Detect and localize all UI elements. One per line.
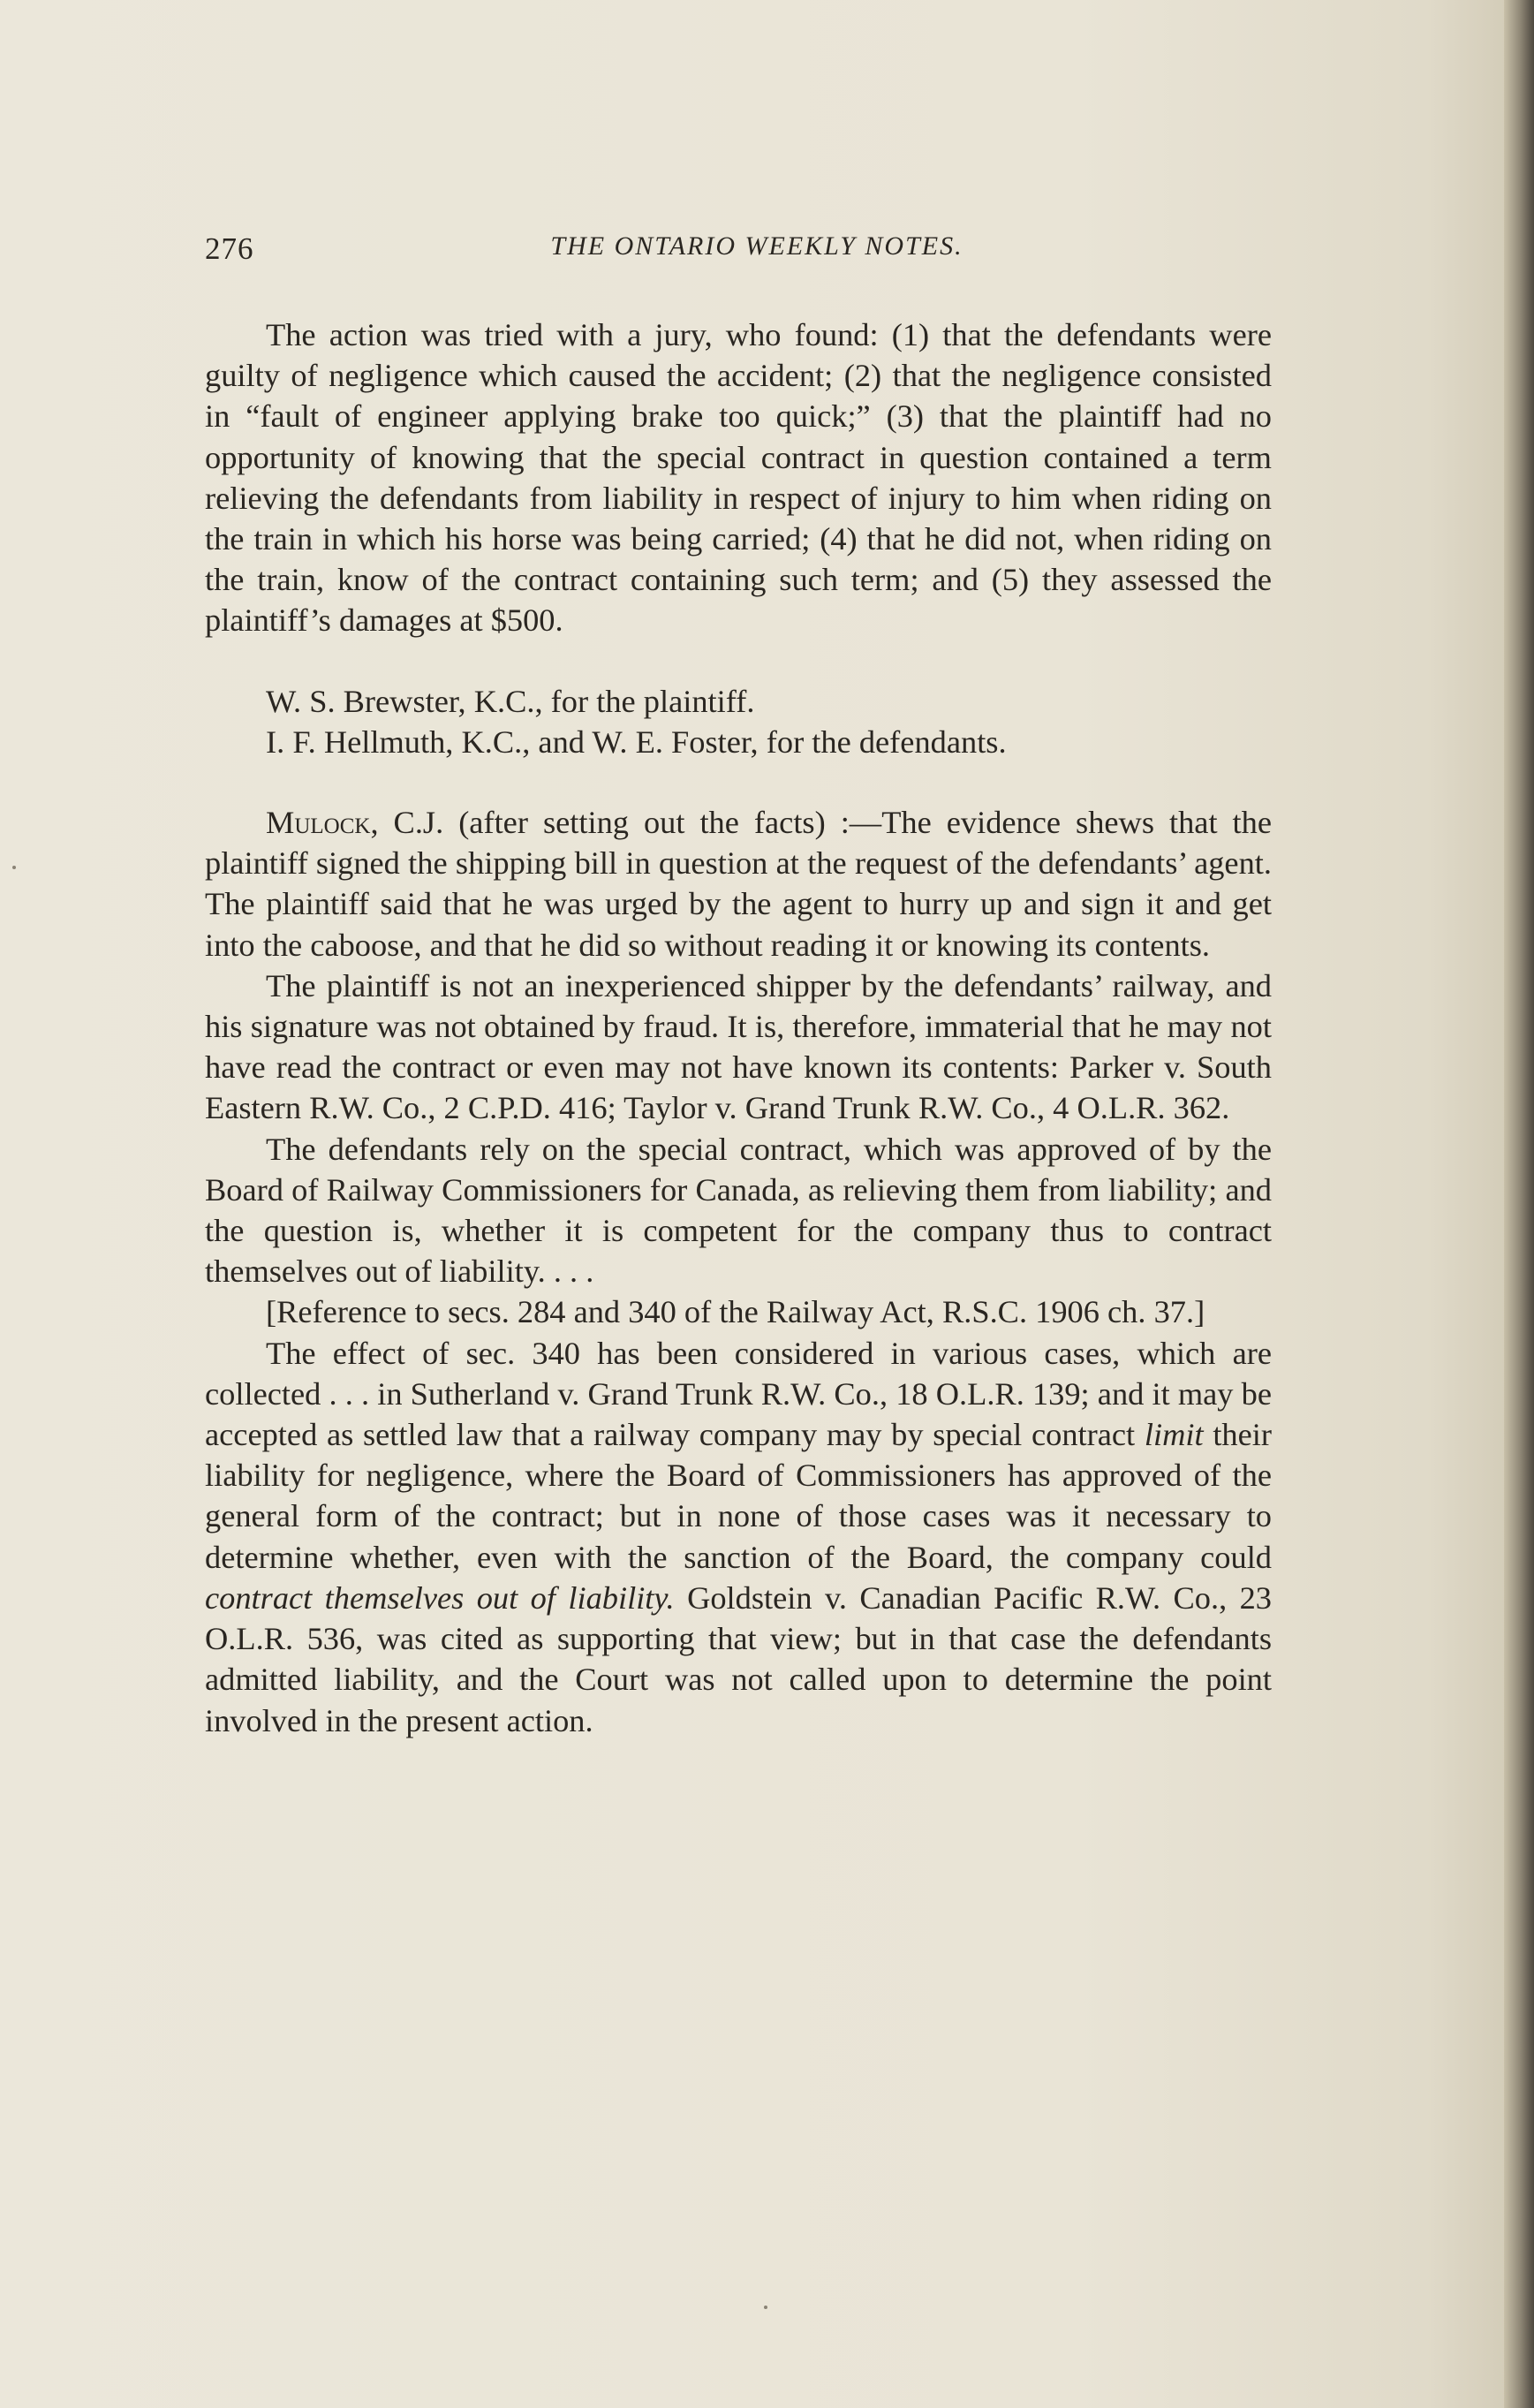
running-head: THE ONTARIO WEEKLY NOTES. bbox=[550, 231, 963, 261]
counsel-defendants: I. F. Hellmuth, K.C., and W. E. Foster, for the defendants. bbox=[266, 723, 1007, 760]
judgment-text: Goldstein v. Canadian Pacific R.W. Co., 23 O.L.R. 536, was cited as supporting that view; but in that case the defendants admitted liability, and the Court was not called upon to determine the point involved in the present action. bbox=[205, 1579, 1272, 1738]
emphasis-limit: limit bbox=[1144, 1417, 1204, 1453]
body-text bbox=[205, 314, 1272, 1741]
judge-name: Mulock, C.J. bbox=[266, 805, 444, 841]
jury-findings-paragraph: The action was tried with a jury, who found: (1) that the defendants were guilty of negligence which caused the accident; (2) that the negligence consisted in “fault of engineer applying brake too quick;” (3) that the plaintiff had no opportunity of knowing that the special contract in question contained a term relieving the defendants from liability in respect of injury to him when riding on the train in which his horse was being carried; (4) that he did not, when riding on the train, know of the contract containing such term; and (5) they assessed the plaintiff’s damages at $500. bbox=[205, 317, 1272, 639]
counsel-plaintiff: W. S. Brewster, K.C., for the plaintiff. bbox=[266, 683, 755, 719]
scan-speck bbox=[764, 2306, 767, 2309]
page-edge bbox=[1504, 0, 1534, 2408]
scan-speck bbox=[12, 866, 16, 869]
judgment-paragraph: The plaintiff is not an inexperienced shipper by the defendants’ railway, and his signature was not obtained by fraud. It is, therefore, immaterial that he may not have read the contract or even may not have known its contents: Parker v. South Eastern R.W. Co., 2 C.P.D. 416; Taylor v. Grand Trunk R.W. Co., 4 O.L.R. 362. bbox=[205, 967, 1272, 1126]
reference-note: [Reference to secs. 284 and 340 of the Railway Act, R.S.C. 1906 ch. 37.] bbox=[266, 1294, 1205, 1330]
emphasis-contract-out: contract themselves out of liability. bbox=[205, 1579, 675, 1616]
judgment-text: The effect of sec. 340 has been considered in various cases, which are collected . . . in Sutherland v. Grand Trunk R.W. Co., 18 O.L.R. 139; and it may be accepted as settled law that a railway company may by special contract bbox=[205, 1335, 1272, 1453]
judgment-opening-text: (after setting out the facts) :—The evidence shews that the plaintiff signed the shipping bill in question at the request of the defendants’ agent. The plaintiff said that he was urged by the agent to hurry up and sign it and get into the caboose, and that he did so without reading it or knowing its contents. bbox=[205, 805, 1272, 963]
judgment-paragraph: The defendants rely on the special contract, which was approved of by the Board of Railway Commissioners for Canada, as relieving them from liability; and the question is, whether it is competent for the company thus to contract themselves out of liability. . . . bbox=[205, 1131, 1272, 1290]
judgment-text: their liability for negligence, where the Board of Commissioners has approved of the general form of the contract; but in none of those cases was it necessary to determine whether, even with the sanction of the Board, the company could bbox=[205, 1417, 1272, 1575]
judgment-opening-paragraph bbox=[205, 802, 1272, 965]
page-header bbox=[205, 231, 1273, 276]
page-number: 276 bbox=[205, 231, 254, 266]
judgment-paragraph bbox=[205, 1333, 1272, 1741]
